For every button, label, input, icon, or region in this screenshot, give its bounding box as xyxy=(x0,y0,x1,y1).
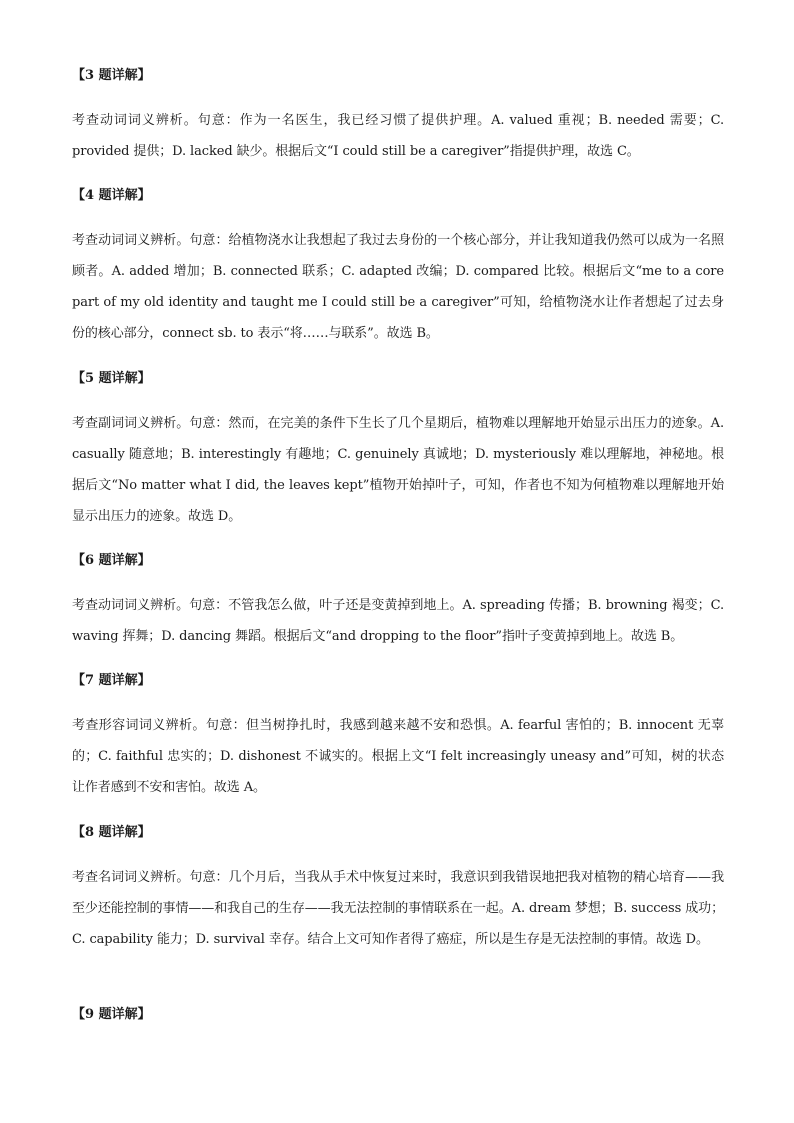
section-heading-4: 【4 题详解】 xyxy=(72,188,151,203)
section-heading-5: 【5 题详解】 xyxy=(72,371,151,386)
section-body-6: 考查动词词义辨析。句意：不管我怎么做，叶子还是变黄掉到地上。A. spreading 传播；B. browning 褐变；C. waving 挥舞；D. dancing 舞蹈。根据后文“and dropping to the floor”指叶子变黄掉到地上。故选 B。 xyxy=(72,598,724,644)
section-heading-6: 【6 题详解】 xyxy=(72,553,151,568)
section-body-5: 考查副词词义辨析。句意：然而，在完美的条件下生长了几个星期后，植物难以理解地开始显示出压力的迹象。A. casually 随意地；B. interestingly 有趣地；C. genuinely 真诚地；D. mysteriously 难以理解地，神秘地。根据后文“No matter what I did, the leaves kept”植物开始掉叶子，可知，作者也不知为何植物难以理解地开始显示出压力的迹象。故选 D。 xyxy=(72,416,724,524)
section-heading-9: 【9 题详解】 xyxy=(72,1007,151,1022)
section-body-8: 考查名词词义辨析。句意：几个月后，当我从手术中恢复过来时，我意识到我错误地把我对植物的精心培育——我至少还能控制的事情——和我自己的生存——我无法控制的事情联系在一起。A. dream 梦想；B. success 成功；C. capability 能力；D. survival 幸存。结合上文可知作者得了癌症，所以是生存是无法控制的事情。故选 D。 xyxy=(72,870,724,947)
section-heading-3: 【3 题详解】 xyxy=(72,68,151,83)
section-body-7: 考查形容词词义辨析。句意：但当树挣扎时，我感到越来越不安和恐惧。A. fearful 害怕的；B. innocent 无辜的；C. faithful 忠实的；D. dishonest 不诚实的。根据上文“I felt increasingly uneasy and”可知，树的状态让作者感到不安和害怕。故选 A。 xyxy=(72,718,724,795)
section-body-4: 考查动词词义辨析。句意：给植物浇水让我想起了我过去身份的一个核心部分，并让我知道我仍然可以成为一名照顾者。A. added 增加；B. connected 联系；C. adapted 改编；D. compared 比较。根据后文“me to a core part of my old identity and taught me I could still be a caregiver”可知，给植物浇水让作者想起了过去身份的核心部分，connect sb. to 表示“将……与联系”。故选 B。 xyxy=(72,233,724,341)
section-heading-7: 【7 题详解】 xyxy=(72,673,151,688)
section-heading-8: 【8 题详解】 xyxy=(72,825,151,840)
section-body-3: 考查动词词义辨析。句意：作为一名医生，我已经习惯了提供护理。A. valued 重视；B. needed 需要；C. provided 提供；D. lacked 缺少。根据后文“I could still be a caregiver”指提供护理，故选 C。 xyxy=(72,113,724,159)
